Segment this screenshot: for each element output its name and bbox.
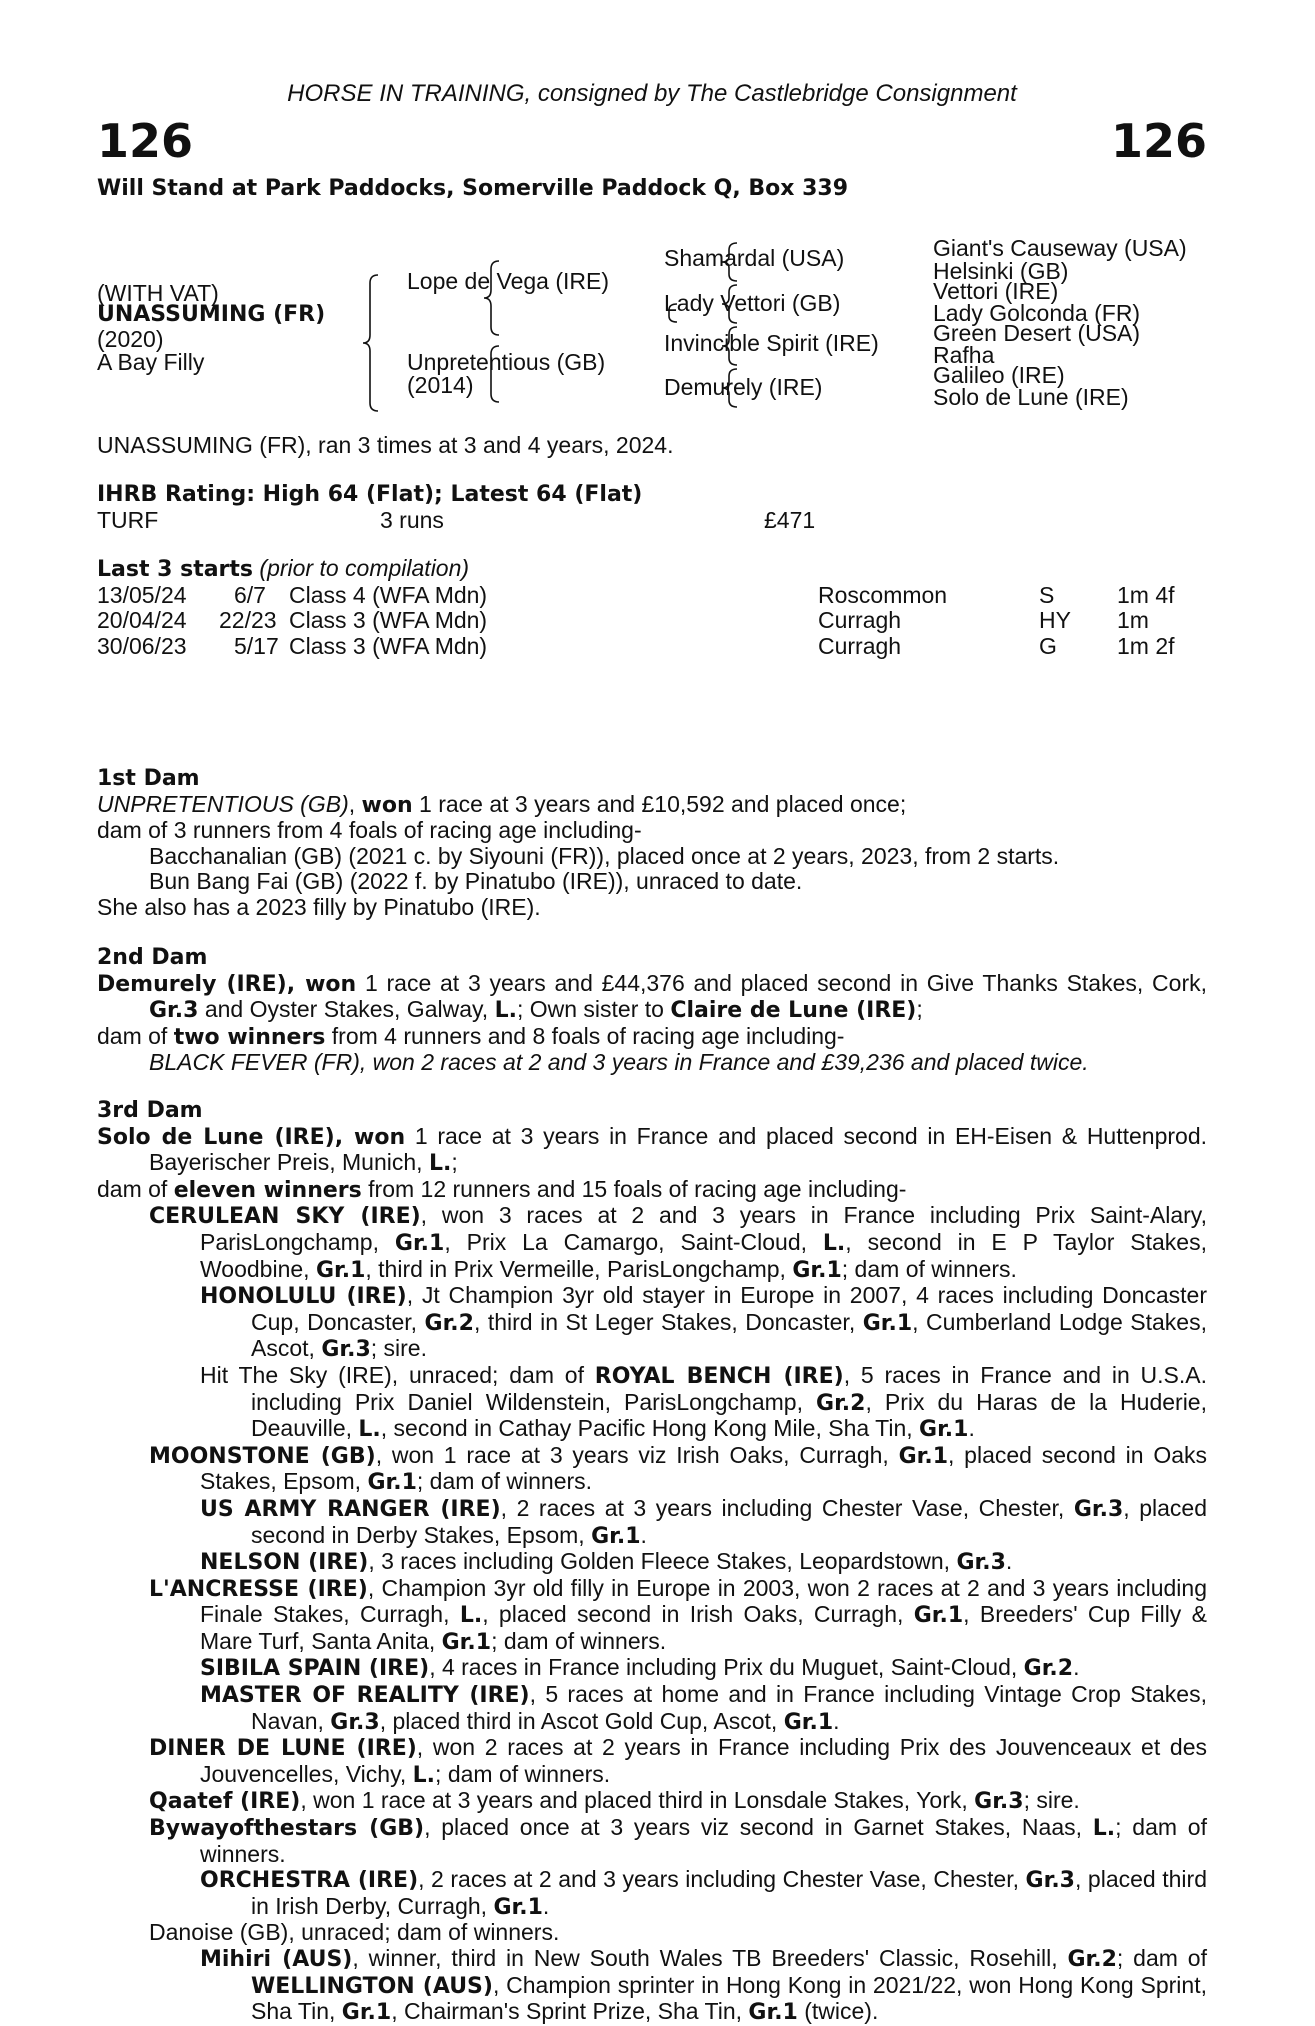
foal-entry: Bacchanalian (GB) (2021 c. by Siyouni (FR)), placed once at 2 years, 2023, from 2 starts. <box>149 842 1060 869</box>
dam-sire-sire: Green Desert (USA) <box>933 320 1141 346</box>
progeny-entry: SIBILA SPAIN (IRE), 4 races in France including Prix du Muguet, Saint-Cloud, Gr.2. <box>200 1654 1080 1682</box>
rating-prize: £471 <box>764 506 816 533</box>
third-dam-section <box>97 1098 1207 2026</box>
second-dam-section <box>97 945 1207 1076</box>
progeny-entry: DINER DE LUNE (IRE), won 2 races at 2 years in France including Prix des Jouvenceaux et des Jouvencelles, Vichy, L.; dam of winners. <box>149 1734 1207 1788</box>
progeny-entry: CERULEAN SKY (IRE), won 3 races at 2 and 3 years in France including Prix Saint-Alary, ParisLongchamp, Gr.1, Prix La Camargo, Saint-Cloud, L., second in E P Taylor Stakes, Woodbine, Gr.1, third in Prix Vermeille, ParisLongchamp, Gr.1; dam of winners. <box>149 1202 1207 1283</box>
start-row <box>97 608 1207 634</box>
start-row <box>97 634 1207 660</box>
dam-sire: Invincible Spirit (IRE) <box>664 330 879 356</box>
foal-entry: Bun Bang Fai (GB) (2022 f. by Pinatubo (IRE)), unraced to date. <box>149 868 803 895</box>
lot-number-right: 126 <box>1110 114 1207 168</box>
progeny-entry: US ARMY RANGER (IRE), 2 races at 3 years including Chester Vase, Chester, Gr.3, placed second in Derby Stakes, Epsom, Gr.1. <box>200 1494 1207 1549</box>
first-dam-record: 1 race at 3 years and £10,592 and placed once; <box>412 790 907 817</box>
rating-block <box>97 482 1207 533</box>
progeny-entry: L'ANCRESSE (IRE), Champion 3yr old filly in Europe in 2003, won 2 races at 2 and 3 years including Finale Stakes, Curragh, L., placed second in Irish Oaks, Curragh, Gr.1, Breeders' Cup Filly & Mare Turf, Santa Anita, Gr.1; dam of winners. <box>149 1574 1207 1655</box>
dam-dam-dam: Solo de Lune (IRE) <box>933 384 1129 410</box>
progeny-entry: MASTER OF REALITY (IRE), 5 races at home and in France including Vintage Crop Stakes, Navan, Gr.3, placed third in Ascot Gold Cup, Ascot, Gr.1. <box>200 1681 1207 1735</box>
third-dam-record: Solo de Lune (IRE), won 1 race at 3 years in France and placed second in EH-Eisen & Huttenprod. Bayerischer Preis, Munich, L.; <box>97 1122 1208 1177</box>
sire-dam-sire: Vettori (IRE) <box>933 278 1059 304</box>
last-starts <box>97 556 1207 659</box>
sire-dam: Lady Vettori (GB) <box>664 290 841 316</box>
sire-sire: Shamardal (USA) <box>664 245 845 271</box>
starts-note: (prior to compilation) <box>259 555 470 581</box>
dam-dam: Demurely (IRE) <box>664 374 823 400</box>
vat-note: (WITH VAT) <box>97 280 219 306</box>
third-dam-produce: dam of eleven winners from 12 runners and 15 foals of racing age including- <box>97 1175 907 1203</box>
start-row <box>97 583 1207 609</box>
start-date: 30/06/23 <box>97 632 187 659</box>
foaling-year: (2020) <box>97 326 164 352</box>
dam-year: (2014) <box>407 372 474 398</box>
progeny-entry: MOONSTONE (GB), won 1 race at 3 years viz Irish Oaks, Curragh, Gr.1, placed second in Oaks Stakes, Epsom, Gr.1; dam of winners. <box>149 1441 1207 1496</box>
start-date: 20/04/24 <box>97 607 187 634</box>
rating-surface: TURF <box>97 506 159 533</box>
start-race: Class 3 (WFA Mdn) <box>289 632 488 659</box>
starts-heading: Last 3 starts <box>97 557 254 582</box>
progeny-entry: BLACK FEVER (FR), won 2 races at 2 and 3 years in France and £39,236 and placed twice. <box>149 1049 1089 1076</box>
horse-description: A Bay Filly <box>97 349 205 375</box>
progeny-entry: Mihiri (AUS), winner, third in New South Wales TB Breeders' Classic, Rosehill, Gr.2; dam of WELLINGTON (AUS), Champion sprinter in Hong Kong in 2021/22, won Hong Kong Sprint, Sha Tin, Gr.1, Chairman's Sprint Prize, Sha Tin, Gr.1 (twice). <box>200 1945 1207 2026</box>
progeny-entry: NELSON (IRE), 3 races including Golden Fleece Stakes, Leopardstown, Gr.3. <box>200 1548 1013 1576</box>
first-dam-heading: 1st Dam <box>97 766 200 791</box>
start-going: S <box>1039 581 1055 608</box>
progeny-entry: Danoise (GB), unraced; dam of winners. <box>149 1919 560 1946</box>
start-course: Curragh <box>818 632 902 659</box>
first-dam-note: She also has a 2023 filly by Pinatubo (IRE). <box>97 893 541 920</box>
won-label: won <box>361 792 413 818</box>
rating-heading: IHRB Rating: High 64 (Flat); Latest 64 (Flat) <box>97 482 643 507</box>
start-course: Roscommon <box>818 581 948 608</box>
start-race: Class 4 (WFA Mdn) <box>289 581 488 608</box>
start-distance: 1m <box>1117 607 1149 634</box>
progeny-entry: Qaatef (IRE), won 1 race at 3 years and placed third in Lonsdale Stakes, York, Gr.3; sire. <box>149 1787 1080 1815</box>
progeny-entry: Bywayofthestars (GB), placed once at 3 years viz second in Garnet Stakes, Naas, L.; dam of winners. <box>149 1814 1207 1867</box>
progeny-entry: Hit The Sky (IRE), unraced; dam of ROYAL BENCH (IRE), 5 races in France and in U.S.A. including Prix Daniel Wildenstein, ParisLongchamp, Gr.2, Prix du Haras de la Huderie, Deauville, L., second in Cathay Pacific Hong Kong Mile, Sha Tin, Gr.1. <box>200 1361 1208 1443</box>
start-going: G <box>1039 632 1057 659</box>
race-summary: UNASSUMING (FR), ran 3 times at 3 and 4 years, 2024. <box>97 432 674 458</box>
horse-name: UNASSUMING (FR) <box>97 302 326 327</box>
second-dam-produce: dam of two winners from 4 runners and 8 foals of racing age including- <box>97 1022 845 1050</box>
first-dam-name: UNPRETENTIOUS (GB) <box>97 790 349 817</box>
start-date: 13/05/24 <box>97 581 187 608</box>
stand-location: Will Stand at Park Paddocks, Somerville Paddock Q, Box 339 <box>97 176 849 201</box>
rating-runs: 3 runs <box>380 506 444 533</box>
start-distance: 1m 2f <box>1117 632 1175 659</box>
second-dam-heading: 2nd Dam <box>97 945 208 970</box>
second-dam-record: Demurely (IRE), won 1 race at 3 years and £44,376 and placed second in Give Thanks Stakes, Cork, Gr.3 and Oyster Stakes, Galway, L.; Own sister to Claire de Lune (IRE); <box>97 969 1207 1024</box>
sire-dam-dam: Lady Golconda (FR) <box>933 300 1141 326</box>
first-dam-produce: dam of 3 runners from 4 foals of racing age including- <box>97 817 642 844</box>
consignment-line: HORSE IN TRAINING, consigned by The Castlebridge Consignment <box>287 80 1017 107</box>
start-position: 5/17 <box>234 632 279 659</box>
progeny-entry: HONOLULU (IRE), Jt Champion 3yr old stayer in Europe in 2007, 4 races including Doncaster Cup, Doncaster, Gr.2, third in St Leger Stakes, Doncaster, Gr.1, Cumberland Lodge Stakes, Ascot, Gr.3; sire. <box>200 1282 1207 1363</box>
lot-number-left: 126 <box>97 114 194 168</box>
dam-sire-dam: Rafha <box>933 342 995 368</box>
start-course: Curragh <box>818 607 902 634</box>
start-position: 22/23 <box>219 607 277 634</box>
sire-sire-dam: Helsinki (GB) <box>933 258 1069 284</box>
sire-name: Lope de Vega (IRE) <box>407 268 610 294</box>
progeny-entry: ORCHESTRA (IRE), 2 races at 2 and 3 years including Chester Vase, Chester, Gr.3, placed third in Irish Derby, Curragh, Gr.1. <box>200 1866 1207 1920</box>
start-position: 6/7 <box>234 581 266 608</box>
dam-name: Unpretentious (GB) <box>407 349 606 375</box>
start-race: Class 3 (WFA Mdn) <box>289 607 488 634</box>
dam-dam-sire: Galileo (IRE) <box>933 362 1065 388</box>
start-distance: 1m 4f <box>1117 581 1175 608</box>
first-dam-section: 1st Dam UNPRETENTIOUS (GB), won 1 race at 3 years and £10,592 and placed once; dam of 3 runners from 4 foals of racing age including- Bacchanalian (GB) (2021 c. by Siyouni (FR)), placed once at 2 years, 2023, from 2 starts. Bun Bang Fai (GB) (2022 f. by Pinatubo (IRE)), unraced to date. She also has a 2023 filly by Pinatubo (IRE). <box>97 766 1207 921</box>
start-going: HY <box>1039 607 1071 634</box>
third-dam-heading: 3rd Dam <box>97 1098 203 1123</box>
sire-sire-sire: Giant's Causeway (USA) <box>933 235 1187 261</box>
